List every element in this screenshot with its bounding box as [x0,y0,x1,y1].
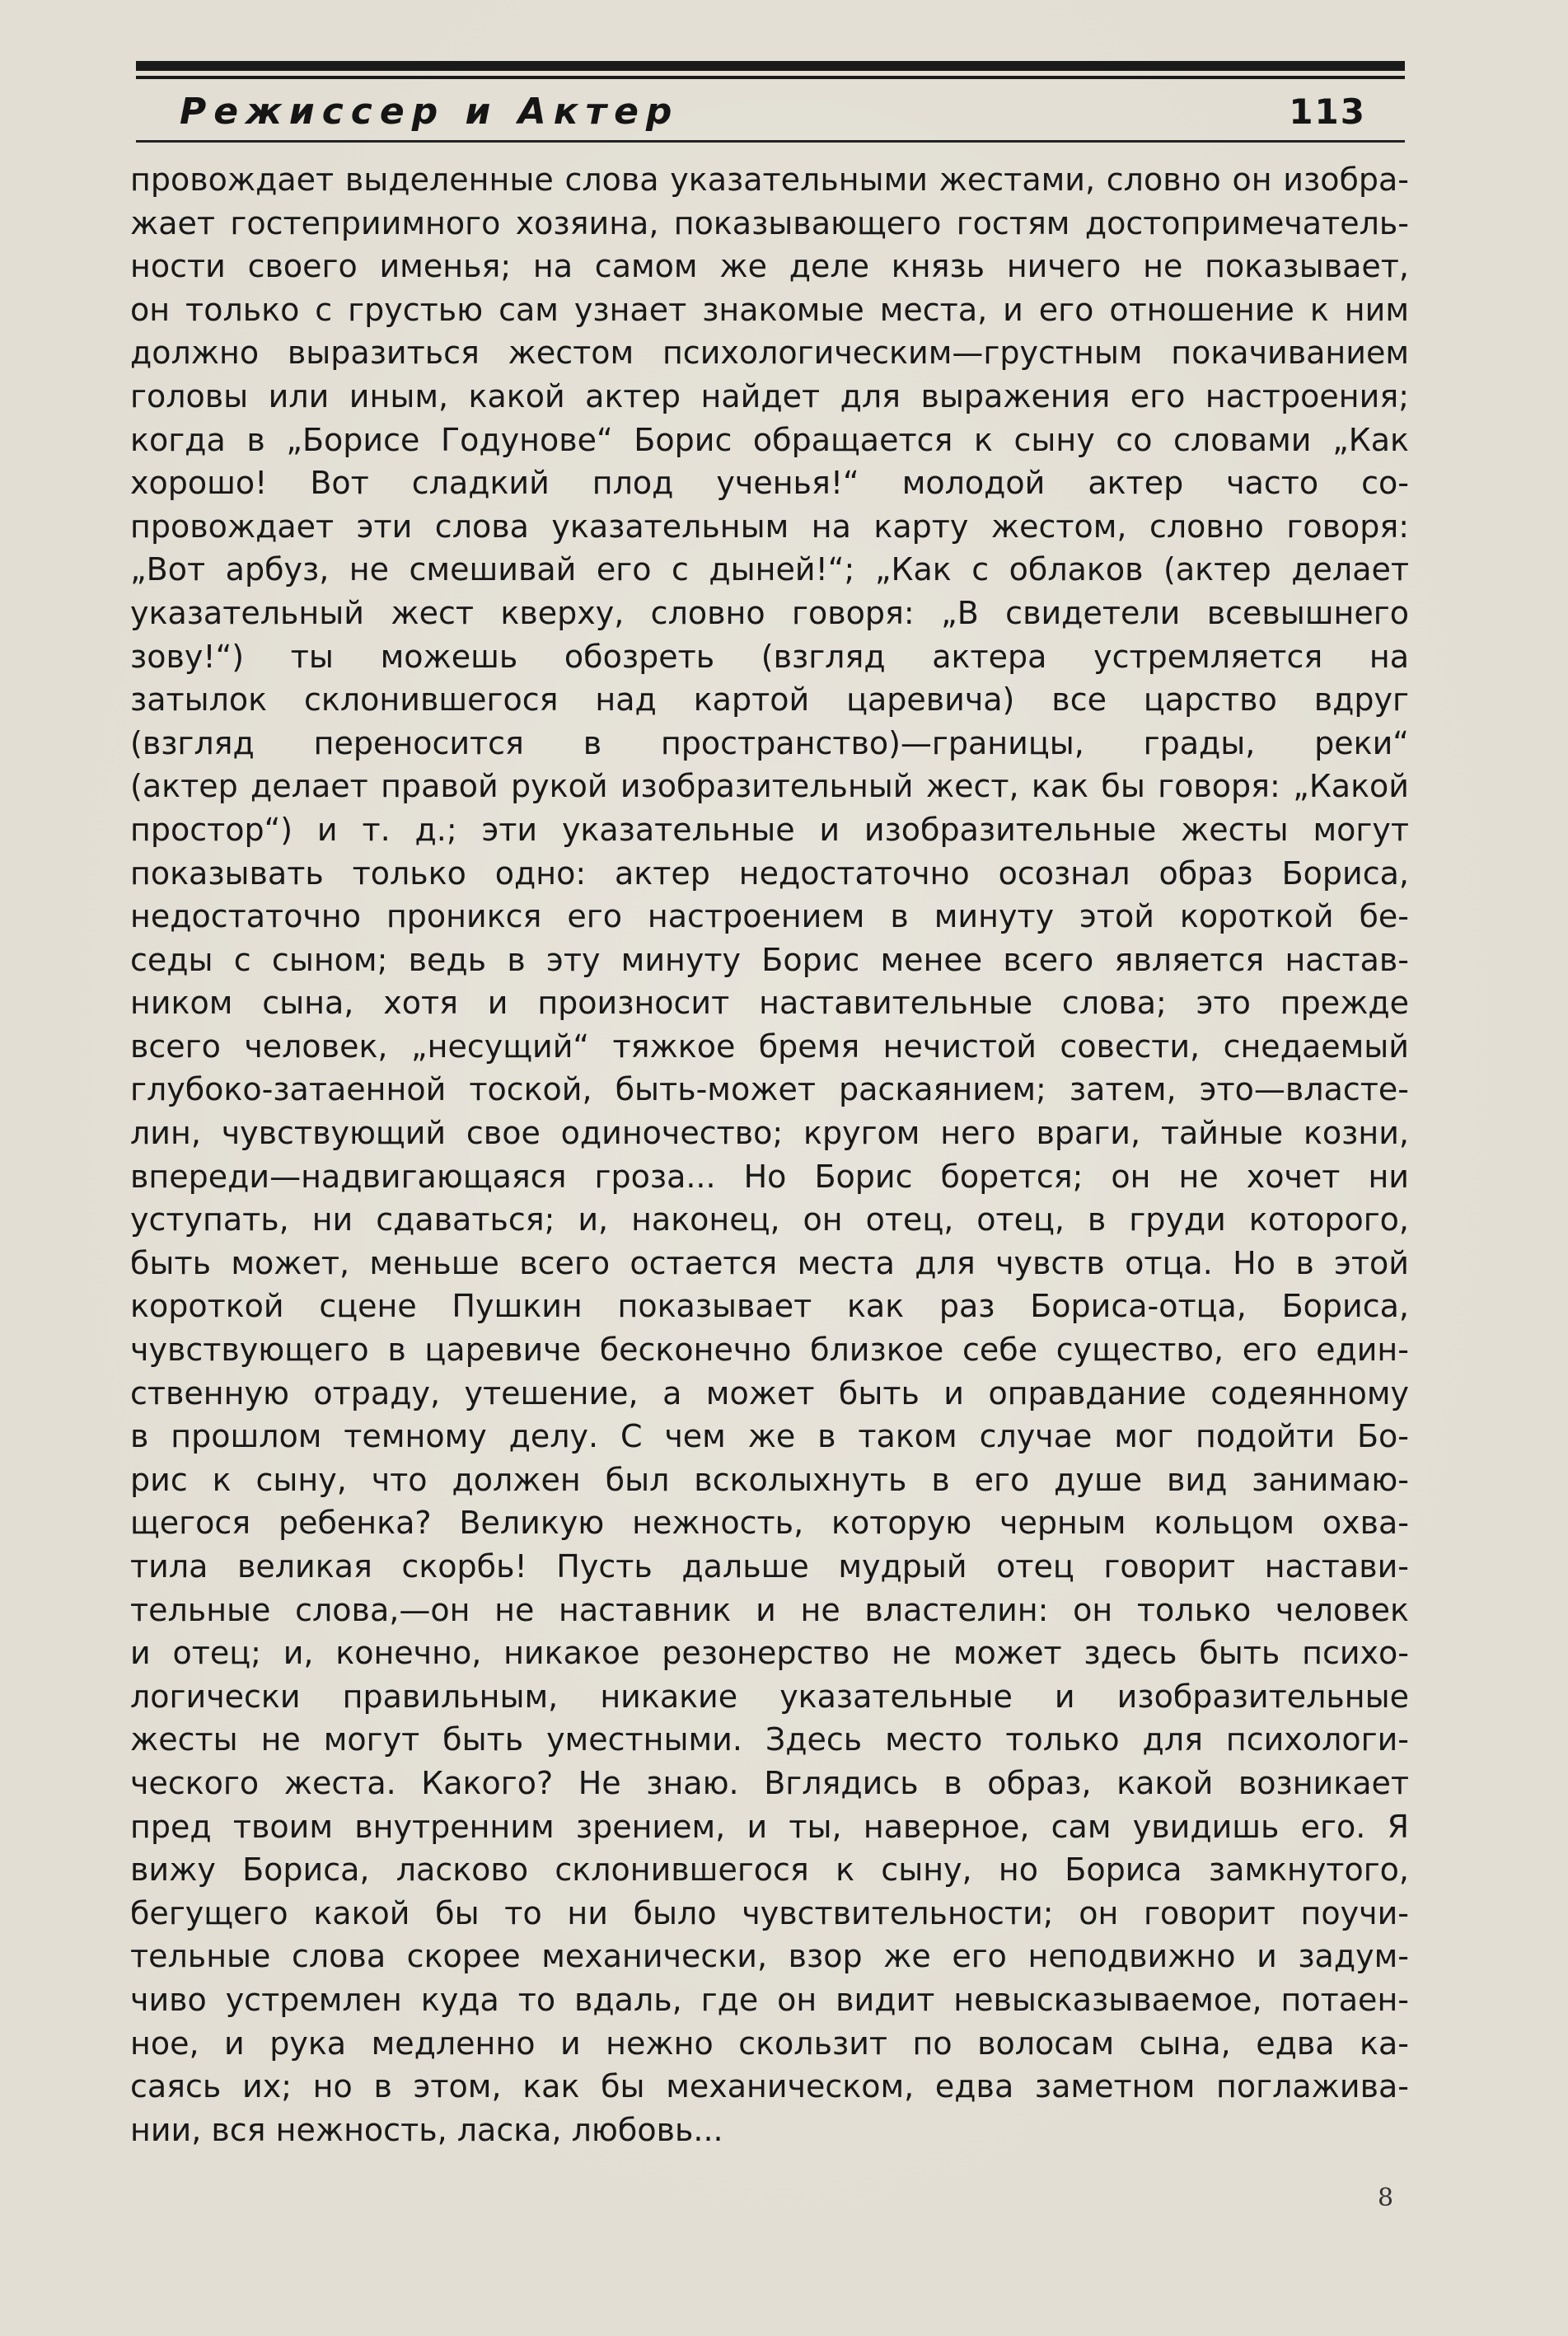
text-line: недостаточно проникся его настроением в минуту этой короткой бе- [130,898,1409,935]
text-line: тельные слова скорее механически, взор же его неподвижно и задум- [130,1938,1409,1975]
text-line: провождает выделенные слова указательными жестами, словно он изобра- [130,162,1409,198]
text-line: головы или иным, какой актер найдет для выражения его настроения; [130,377,1409,414]
text-line: должно выразиться жестом психологическим—грустным покачиванием [130,335,1409,372]
text-line: и отец; и, конечно, никакое резонерство не может здесь быть психо- [130,1635,1409,1672]
text-line: когда в „Борисе Годунове“ Борис обращается к сыну со словами „Как [130,421,1409,458]
text-line: жесты не могут быть уместными. Здесь место только для психологи- [130,1721,1409,1758]
text-line: быть может, меньше всего остается места для чувств отца. Но в этой [130,1244,1409,1281]
text-line: хорошо! Вот сладкий плод ученья!“ молодой актер часто со- [130,465,1409,502]
text-line: седы с сыном; ведь в эту минуту Борис менее всего является настав- [130,941,1409,978]
printer-signature-mark: 8 [1378,2184,1394,2212]
text-line: бегущего какой бы то ни было чувствительности; он говорит поучи- [130,1894,1409,1931]
text-line: он только с грустью сам узнает знакомые места, и его отношение к ним [130,291,1409,328]
text-line: в прошлом темному делу. С чем же в таком случае мог подойти Бо- [130,1418,1409,1455]
text-line: зову!“) ты можешь обозреть (взгляд актера устремляется на [130,638,1409,675]
text-line: ческого жеста. Какого? Не знаю. Вглядись в образ, какой возникает [130,1764,1409,1801]
text-line: указательный жест кверху, словно говоря: „В свидетели всевышнего [130,594,1409,631]
page-header [180,82,1366,140]
text-line: уступать, ни сдаваться; и, наконец, он отец, отец, в груди которого, [130,1201,1409,1238]
text-line: всего человек, „несущий“ тяжкое бремя нечистой совести, снедаемый [130,1028,1409,1065]
text-line: чиво устремлен куда то вдаль, где он видит невысказываемое, потаен- [130,1981,1409,2018]
text-line: глубоко-затаенной тоской, быть-может раскаянием; затем, это—власте- [130,1071,1409,1108]
text-line: ное, и рука медленно и нежно скользит по волосам сына, едва ка- [130,2025,1409,2062]
text-line: ности своего именья; на самом же деле князь ничего не показывает, [130,248,1409,285]
body-text [130,158,1409,2151]
text-line: затылок склонившегося над картой царевича) все царство вдруг [130,681,1409,719]
header-rule-thin [136,76,1405,79]
text-line: пред твоим внутренним зрением, и ты, наверное, сам увидишь его. Я [130,1808,1409,1845]
text-line: щегося ребенка? Великую нежность, которую черным кольцом охва- [130,1505,1409,1542]
text-line: лин, чувствующий свое одиночество; кругом него враги, тайные козни, [130,1115,1409,1152]
running-head: Режиссер и Актер [180,90,680,133]
text-line: впереди—надвигающаяся гроза... Но Борис борется; он не хочет ни [130,1158,1409,1195]
text-line: вижу Бориса, ласково склонившегося к сыну, но Бориса замкнутого, [130,1851,1409,1889]
text-line: чувствующего в царевиче бесконечно близкое себе существо, его един- [130,1332,1409,1369]
text-line: логически правильным, никакие указательные и изобразительные [130,1678,1409,1715]
header-rule-under [136,140,1405,143]
header-rule-thick [136,61,1405,71]
text-line: провождает эти слова указательным на карту жестом, словно говоря: [130,508,1409,545]
text-line: (взгляд переносится в пространство)—границы, грады, реки“ [130,724,1409,761]
text-line: жает гостеприимного хозяина, показывающего гостям достопримечатель- [130,204,1409,241]
text-line: саясь их; но в этом, как бы механическом, едва заметном поглажива- [130,2068,1409,2105]
text-line: рис к сыну, что должен был всколыхнуть в его душе вид занимаю- [130,1461,1409,1498]
text-line: короткой сцене Пушкин показывает как раз Бориса-отца, Бориса, [130,1288,1409,1325]
text-line: „Вот арбуз, не смешивай его с дыней!“; „Как с облаков (актер делает [130,551,1409,588]
text-line: тельные слова,—он не наставник и не властелин: он только человек [130,1591,1409,1628]
page-number: 113 [1289,91,1366,132]
text-line: (актер делает правой рукой изобразительный жест, как бы говоря: „Какой [130,768,1409,805]
text-line: ственную отраду, утешение, а может быть и оправдание содеянному [130,1374,1409,1411]
text-line: ником сына, хотя и произносит наставительные слова; это прежде [130,985,1409,1022]
text-line: показывать только одно: актер недостаточно осознал образ Бориса, [130,854,1409,892]
text-line-last: нии, вся нежность, ласка, любовь... [130,2111,723,2148]
text-line: простор“) и т. д.; эти указательные и изобразительные жесты могут [130,811,1409,848]
text-line: тила великая скорбь! Пусть дальше мудрый отец говорит настави- [130,1548,1409,1585]
